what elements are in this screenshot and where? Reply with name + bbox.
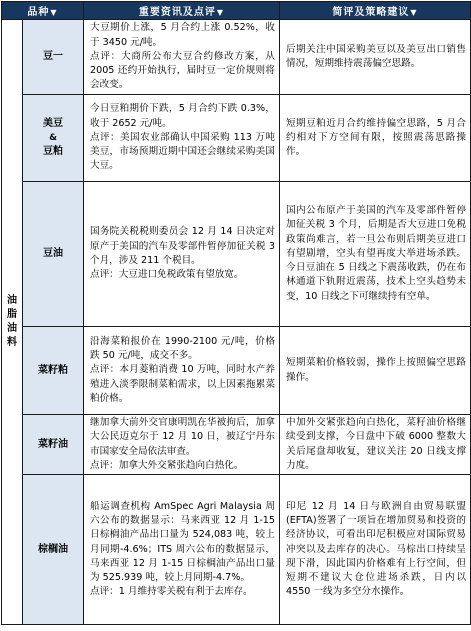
table-row	[2, 415, 471, 475]
advice-cell: 短期菜粕价格较弱，操作上按照偏空思路操作。	[280, 327, 471, 415]
table-row	[2, 327, 471, 415]
news-cell: 继加拿大前外交官康明凯在华被拘后，加拿大公民迈克尔于 12 月 10 日，被辽宁丹东市国家安全局依法审查。 点评：加拿大外交紧张趋向白热化。	[84, 415, 280, 475]
news-cell: 国务院关税税则委员会 12 月 14 日决定对原产于美国的汽车及零部件暂停加征关税 3 个月，涉及 211 个税目。 点评：大豆进口免税政策有望放宽。	[84, 182, 280, 327]
advice-cell: 后期关注中国采购美豆以及美豆出口销售情况，短期维持震荡偏空思路。	[280, 20, 471, 95]
news-cell: 沿海菜粕报价在 1990-2100 元/吨，价格跌 50 元/吨，成交不多。 点评：本月菱粕消费 10 万吨，同时水产养殖进入淡季限制菜粕需求，以上因素拖累菜粕价格。	[84, 327, 280, 415]
advice-cell: 印尼 12 月 14 日与欧洲自由贸易联盟(EFTA)签署了一项旨在增加贸易和投资的经济协议，可看出印尼积极应对国际贸易冲突以及去库存的决心。马棕出口持续呈现下滑，因此国内价格难有上行空间，但短期不建议大仓位进场杀跌，日内以 4550 一线为多空分水操作。	[280, 475, 471, 625]
table-row	[2, 20, 471, 95]
advice-cell: 国内公布原产于美国的汽车及零部件暂停加征关税 3 个月，后期是否大豆进口免税政策尚难言，若一旦公布则后期美豆进口有望剧增，空头有望再度大举进场杀跌。今日豆油在 5 日线之下震荡收跌，仍在布林通道下轨附近震荡，技术上空头趋势未变，10 日线之下可继续持有空单。	[280, 182, 471, 327]
category-cell: 油 脂 油 料	[2, 20, 23, 625]
advice-cell: 中加外交紧张趋向白热化，菜籽油价格继续受到支撑，今日盘中下破 6000 整数大关后尾盘却收复，建议关注 20 日线支撑力度。	[280, 415, 471, 475]
advice-cell: 短期豆粕近月合约维持偏空思路，5 月合约相对下方空间有限，按照震荡思路操作。	[280, 95, 471, 182]
research-table	[1, 1, 471, 625]
header-variety: 品种▼	[2, 2, 84, 20]
header-advice: 简评及策略建议▼	[280, 2, 471, 20]
variety-name: 菜籽粕	[23, 327, 84, 415]
news-cell: 今日豆粕期价下跌，5 月合约下跌 0.3%，收于 2652 元/吨。 点评：美国农业部确认中国采购 113 万吨美豆，市场预期近期中国还会继续采购美国大豆。	[84, 95, 280, 182]
news-cell: 船运调查机构 AmSpec Agri Malaysia 周六公布的数据显示：马来西亚 12 月 1-15 日棕榈油产品出口量为 524,083 吨，较上月同期-4.6%；ITS 周六公布的数据显示，马来西亚 12 月 1-15 日棕榈油产品出口量为 525.939 吨，较上月同期-4.7%。 点评：1 月维持零关税有利于去库存。	[84, 475, 280, 625]
variety-name: 美豆 & 豆粕	[23, 95, 84, 182]
table-header	[2, 2, 471, 20]
variety-name: 棕榈油	[23, 475, 84, 625]
table-row	[2, 475, 471, 625]
news-cell: 大豆期价上涨，5 月合约上涨 0.52%，收于 3450 元/吨。 点评：大商所公布大豆合约修改方案，从 2005 还约开始执行，届时豆一定价规则将会改变。	[84, 20, 280, 95]
variety-name: 豆油	[23, 182, 84, 327]
table-row	[2, 182, 471, 327]
variety-name: 豆一	[23, 20, 84, 95]
header-news: 重要资讯及点评▼	[84, 2, 280, 20]
table-row	[2, 95, 471, 182]
variety-name: 菜籽油	[23, 415, 84, 475]
